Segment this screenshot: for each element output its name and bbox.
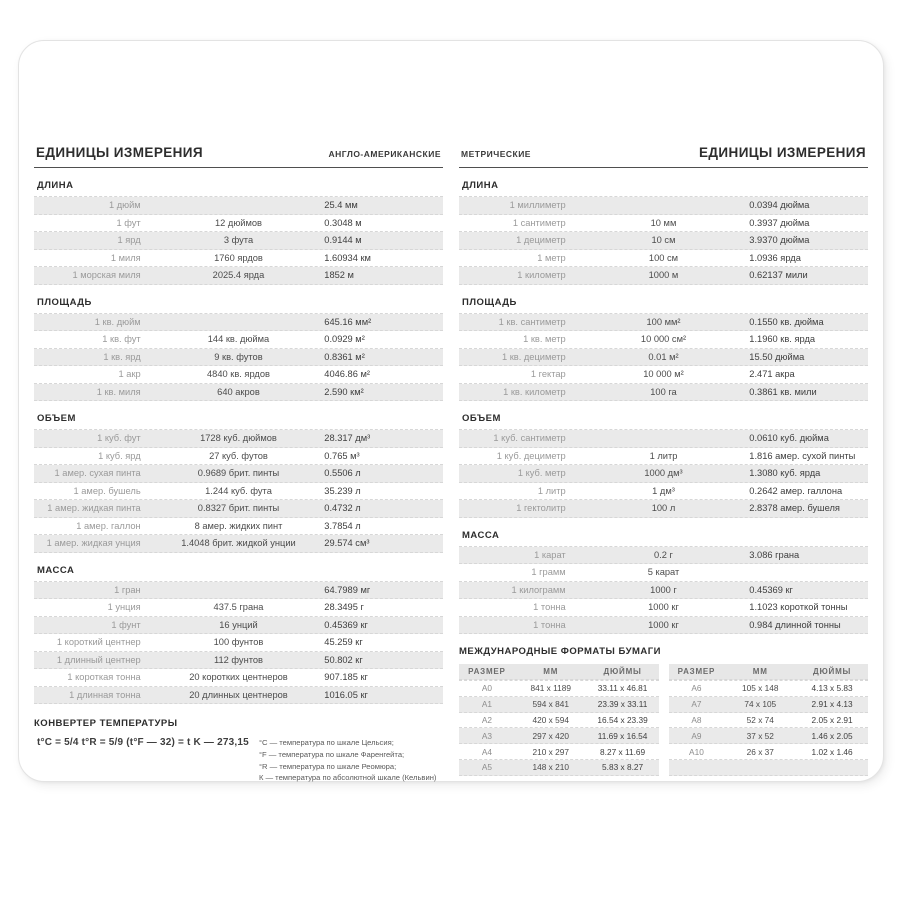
table-cell: 1.816 амер. сухой пинты: [749, 450, 856, 461]
table-row: [34, 331, 443, 349]
table-cell: 100 фунтов: [213, 637, 264, 648]
table-cell: 10 мм: [650, 217, 677, 228]
table-row: [34, 599, 443, 617]
column-header-size: РАЗМЕР: [468, 667, 506, 676]
table-cell: 1 фунт: [111, 619, 141, 630]
table-cell: 28.317 дм³: [324, 433, 371, 444]
table-row: [34, 197, 443, 215]
table-cell: 1 метр: [537, 252, 566, 263]
table-cell: 1 кв. километр: [503, 386, 566, 397]
table-cell: 1 кв. дюйм: [94, 316, 141, 327]
conversion-table: [459, 546, 868, 635]
section-area: [34, 297, 443, 402]
table-cell: 16.54 x 23.39: [597, 714, 648, 725]
table-cell: 144 кв. дюйма: [207, 334, 270, 345]
table-cell: 2.8378 амер. бушеля: [749, 503, 840, 514]
table-cell: 10 000 см²: [640, 334, 687, 345]
paper-table-header: [459, 664, 659, 680]
table-cell: 1 дм³: [652, 485, 675, 496]
table-row: [669, 728, 869, 744]
table-cell: 1 тонна: [533, 602, 566, 613]
column-header-mm: ММ: [752, 667, 768, 676]
table-cell: 1760 ярдов: [214, 252, 263, 263]
table-cell: 640 акров: [217, 386, 260, 397]
table-row: [459, 483, 868, 501]
table-cell: 1 дюйм: [108, 200, 141, 211]
left-column-header: [34, 145, 443, 168]
table-cell: 1 куб. фут: [97, 433, 141, 444]
table-cell: 23.39 x 33.11: [597, 699, 648, 710]
section-heading: КОНВЕРТЕР ТЕМПЕРАТУРЫ: [34, 718, 178, 729]
table-cell: 5.83 x 8.27: [602, 762, 644, 773]
table-cell: 1 сантиметр: [512, 217, 566, 228]
temperature-converter-body: [34, 737, 443, 784]
table-cell: 0.0394 дюйма: [749, 200, 810, 211]
table-cell: 1 гран: [114, 584, 141, 595]
table-row: [34, 518, 443, 536]
table-row: [459, 331, 868, 349]
table-row: [34, 384, 443, 402]
page-title: ЕДИНИЦЫ ИЗМЕРЕНИЯ: [36, 145, 203, 160]
table-row: [669, 760, 869, 776]
table-row: [34, 465, 443, 483]
table-cell: 1 амер. жидкая пинта: [47, 503, 141, 514]
table-cell: 1.244 куб. фута: [205, 485, 272, 496]
table-cell: 29.574 см³: [324, 538, 370, 549]
paper-table-a0-a5: [459, 664, 659, 776]
table-cell: 1 грамм: [531, 567, 566, 578]
table-cell: 1000 кг: [648, 619, 679, 630]
section-heading: ПЛОЩАДЬ: [462, 296, 517, 308]
planner-page-card: [18, 40, 884, 782]
table-row: [669, 681, 869, 697]
table-cell: A5: [481, 762, 492, 773]
page-title: ЕДИНИЦЫ ИЗМЕРЕНИЯ: [699, 145, 866, 160]
section-heading: МАССА: [462, 529, 500, 541]
table-cell: 0.45369 кг: [324, 619, 368, 630]
table-cell: 12 дюймов: [214, 217, 262, 228]
table-cell: 74 x 105: [744, 699, 777, 710]
table-row: [459, 617, 868, 635]
table-cell: 100 см: [648, 252, 679, 263]
paper-table-rows: [669, 680, 869, 776]
table-cell: 1 амер. жидкая унция: [46, 538, 141, 549]
right-column-header: [459, 145, 868, 168]
section-mass: [459, 530, 868, 635]
conversion-table: [34, 581, 443, 705]
table-row: [459, 430, 868, 448]
table-cell: 1 килограмм: [511, 584, 566, 595]
table-cell: 1 фут: [116, 217, 141, 228]
table-cell: 8.27 x 11.69: [600, 746, 646, 757]
table-cell: A6: [691, 683, 702, 694]
conversion-table: [34, 196, 443, 285]
table-cell: 1 амер. бушель: [73, 485, 141, 496]
temperature-notes: [259, 737, 443, 784]
table-cell: 1 короткая тонна: [67, 672, 141, 683]
table-cell: 0.0610 куб. дюйма: [749, 433, 829, 444]
section-mass: [34, 565, 443, 705]
table-row: [459, 215, 868, 233]
temperature-note: °R — температура по шкале Реомюра;: [258, 761, 397, 771]
table-cell: 420 x 594: [532, 714, 569, 725]
table-row: [34, 215, 443, 233]
section-heading: МЕЖДУНАРОДНЫЕ ФОРМАТЫ БУМАГИ: [459, 646, 661, 657]
table-cell: 1 длинная тонна: [69, 689, 141, 700]
table-cell: 1 морская миля: [72, 270, 141, 281]
table-row: [34, 669, 443, 687]
table-cell: 148 x 210: [532, 762, 569, 773]
table-cell: A1: [481, 699, 492, 710]
table-cell: 3.086 грана: [749, 549, 800, 560]
section-area: [459, 297, 868, 402]
table-cell: 112 фунтов: [213, 654, 263, 665]
table-cell: 1 унция: [107, 602, 141, 613]
table-row: [34, 267, 443, 285]
table-cell: 0.9144 м: [324, 235, 362, 246]
table-cell: 1 миля: [110, 252, 141, 263]
table-cell: 1 кв. миля: [96, 386, 141, 397]
table-cell: 0.62137 мили: [749, 270, 808, 281]
table-row: [34, 634, 443, 652]
table-row: [34, 652, 443, 670]
table-cell: 1 кв. ярд: [103, 351, 141, 362]
table-cell: 1 гектар: [530, 369, 566, 380]
table-cell: 0.4732 л: [324, 503, 361, 514]
table-cell: A7: [691, 699, 702, 710]
temperature-formula: t°C = 5/4 t°R = 5/9 (t°F — 32) = t K — 273,15: [37, 737, 249, 748]
column-header-size: РАЗМЕР: [677, 667, 716, 676]
table-cell: 437.5 грана: [213, 602, 264, 613]
table-cell: 1 ярд: [117, 235, 141, 246]
table-cell: 0.1550 кв. дюйма: [749, 316, 824, 327]
table-cell: 0.01 м²: [648, 351, 679, 362]
table-cell: 0.45369 кг: [749, 584, 793, 595]
table-cell: 1 тонна: [533, 619, 566, 630]
table-cell: 1 кв. фут: [102, 334, 141, 345]
table-cell: 0.5506 л: [324, 468, 361, 479]
table-cell: 3.7854 л: [324, 520, 361, 531]
table-row: [459, 760, 659, 776]
table-row: [459, 465, 868, 483]
table-cell: 100 л: [651, 503, 676, 514]
table-row: [34, 500, 443, 518]
table-cell: 645.16 мм²: [324, 316, 372, 327]
table-row: [459, 564, 868, 582]
table-cell: 1.4048 брит. жидкой унции: [181, 538, 296, 549]
table-row: [459, 500, 868, 518]
table-cell: 1000 кг: [648, 602, 679, 613]
temperature-note: °C — температура по шкале Цельсия;: [258, 738, 394, 747]
conversion-table: [34, 313, 443, 402]
section-heading: ДЛИНА: [37, 180, 74, 191]
table-cell: 10 см: [651, 235, 676, 246]
table-cell: A3: [481, 730, 492, 741]
table-row: [459, 697, 659, 713]
table-cell: 594 x 841: [532, 699, 569, 710]
paper-table-header: [669, 664, 869, 680]
paper-table-a6-a10: [669, 664, 869, 776]
table-cell: 1 куб. дециметр: [496, 450, 566, 461]
table-cell: 841 x 1189: [530, 683, 571, 694]
table-row: [459, 728, 659, 744]
table-cell: A8: [691, 714, 702, 725]
units-system-label: АНГЛО-АМЕРИКАНСКИЕ: [328, 149, 441, 159]
table-cell: 50.802 кг: [324, 654, 363, 665]
table-row: [459, 599, 868, 617]
table-row: [34, 232, 443, 250]
table-row: [459, 547, 868, 565]
table-row: [34, 483, 443, 501]
table-cell: 27 куб. футов: [209, 450, 268, 461]
table-cell: 1 короткий центнер: [56, 637, 141, 648]
section-volume: [459, 413, 868, 518]
table-cell: 1 длинный центнер: [56, 654, 141, 665]
table-cell: 3 фута: [223, 235, 254, 246]
table-cell: 1.1960 кв. ярда: [749, 334, 816, 345]
table-cell: 10 000 м²: [643, 369, 684, 380]
table-cell: 64.7989 мг: [324, 584, 371, 595]
paper-formats-section: [459, 646, 868, 776]
table-cell: 5 карат: [647, 567, 680, 578]
table-cell: 4046.86 м²: [324, 369, 370, 380]
units-system-label: МЕТРИЧЕСКИЕ: [461, 149, 531, 159]
table-cell: 907.185 кг: [324, 672, 368, 683]
table-cell: 4840 кв. ярдов: [207, 369, 270, 380]
table-cell: 0.2642 амер. галлона: [749, 485, 843, 496]
column-header-inches: ДЮЙМЫ: [603, 667, 642, 676]
paper-table-rows: [459, 680, 659, 776]
table-cell: A2: [481, 714, 492, 725]
conversion-table: [459, 429, 868, 518]
table-cell: 1 гектолитр: [516, 503, 566, 514]
table-cell: 52 x 74: [746, 714, 774, 725]
table-cell: A4: [481, 746, 492, 757]
table-row: [34, 687, 443, 705]
table-row: [34, 430, 443, 448]
table-cell: 15.50 дюйма: [749, 351, 805, 362]
table-cell: 1.3080 куб. ярда: [749, 468, 821, 479]
paper-formats-tables: [459, 664, 868, 776]
column-header-mm: ММ: [543, 667, 559, 676]
section-heading: ПЛОЩАДЬ: [37, 296, 92, 308]
table-cell: 1000 м: [648, 270, 679, 281]
table-row: [34, 366, 443, 384]
table-cell: 1 кв. метр: [523, 334, 566, 345]
table-row: [459, 384, 868, 402]
conversion-table: [34, 429, 443, 553]
table-cell: 1000 дм³: [644, 468, 683, 479]
table-row: [669, 697, 869, 713]
table-cell: 1 кв. сантиметр: [498, 316, 566, 327]
table-cell: 1.1023 короткой тонны: [749, 602, 848, 613]
table-row: [34, 582, 443, 600]
table-cell: 9 кв. футов: [214, 351, 263, 362]
table-row: [459, 232, 868, 250]
section-heading: ОБЪЕМ: [462, 413, 501, 424]
table-cell: 3.9370 дюйма: [749, 235, 810, 246]
table-cell: 1 литр: [537, 485, 566, 496]
table-cell: 0.3048 м: [324, 217, 362, 228]
table-cell: 1 куб. ярд: [98, 450, 141, 461]
table-row: [459, 681, 659, 697]
table-cell: 1.02 x 1.46: [811, 746, 853, 757]
table-row: [34, 314, 443, 332]
table-cell: 1 дециметр: [516, 235, 566, 246]
section-volume: [34, 413, 443, 553]
conversion-table: [459, 313, 868, 402]
table-cell: 0.9689 брит. пинты: [197, 468, 280, 479]
table-cell: 1 литр: [649, 450, 678, 461]
column-metric: [459, 145, 868, 784]
table-cell: 2.05 x 2.91: [811, 714, 853, 725]
table-cell: 105 x 148: [742, 683, 779, 694]
table-cell: 2.91 x 4.13: [811, 699, 853, 710]
table-cell: 1 километр: [517, 270, 566, 281]
table-cell: 0.3861 кв. мили: [749, 386, 817, 397]
section-heading: МАССА: [37, 564, 75, 576]
table-row: [459, 582, 868, 600]
table-cell: 2.590 км²: [324, 386, 364, 397]
table-cell: 20 длинных центнеров: [189, 689, 288, 700]
table-cell: 1.0936 ярда: [749, 252, 801, 263]
table-cell: 2025.4 ярда: [212, 270, 265, 281]
conversion-table: [459, 196, 868, 285]
table-cell: 1.60934 км: [324, 252, 371, 263]
table-cell: 1728 куб. дюймов: [200, 433, 277, 444]
table-cell: 1 амер. сухая пинта: [54, 468, 141, 479]
table-row: [459, 197, 868, 215]
table-cell: 1 куб. метр: [517, 468, 566, 479]
column-anglo-american: [34, 145, 443, 784]
table-cell: 1 куб. сантиметр: [493, 433, 566, 444]
table-cell: 0.8361 м²: [324, 351, 365, 362]
table-cell: 1 кв. дециметр: [501, 351, 566, 362]
table-cell: 4.13 x 5.83: [811, 683, 853, 694]
table-cell: 25.4 мм: [324, 200, 358, 211]
temperature-note: °F — температура по шкале Фаренгейта;: [258, 749, 405, 759]
table-row: [459, 713, 659, 729]
table-row: [34, 349, 443, 367]
table-cell: 210 x 297: [532, 746, 569, 757]
table-cell: 100 мм²: [646, 316, 681, 327]
table-cell: 297 x 420: [532, 730, 569, 741]
temperature-note: К — температура по абсолютной шкале (Кельвин): [258, 773, 437, 783]
table-row: [459, 267, 868, 285]
table-row: [459, 448, 868, 466]
table-cell: 1.46 x 2.05: [811, 730, 853, 741]
table-cell: 33.11 x 46.81: [597, 683, 648, 694]
table-cell: 100 га: [650, 386, 677, 397]
table-row: [459, 349, 868, 367]
table-cell: 8 амер. жидких пинт: [194, 520, 283, 531]
table-cell: 16 унций: [219, 619, 258, 630]
table-cell: 0.765 м³: [324, 450, 360, 461]
table-cell: 37 x 52: [746, 730, 774, 741]
table-cell: 1016.05 кг: [324, 689, 368, 700]
table-row: [34, 250, 443, 268]
table-row: [34, 448, 443, 466]
section-heading: ОБЪЕМ: [37, 413, 76, 424]
table-row: [459, 744, 659, 760]
section-length: [34, 180, 443, 285]
table-cell: 11.69 x 16.54: [597, 730, 648, 741]
table-cell: 0.3937 дюйма: [749, 217, 810, 228]
column-header-inches: ДЮЙМЫ: [812, 667, 852, 676]
table-row: [459, 366, 868, 384]
table-row: [34, 617, 443, 635]
table-cell: 1000 г: [650, 584, 677, 595]
table-row: [669, 713, 869, 729]
section-heading: ДЛИНА: [462, 180, 499, 191]
table-cell: A10: [689, 746, 704, 757]
section-length: [459, 180, 868, 285]
table-cell: 0.984 длинной тонны: [749, 619, 841, 630]
temperature-converter-section: [34, 718, 443, 784]
table-cell: A9: [691, 730, 702, 741]
table-cell: 1 акр: [118, 369, 141, 380]
table-cell: 20 коротких центнеров: [189, 672, 288, 683]
table-cell: 35.239 л: [324, 485, 361, 496]
two-column-layout: [34, 145, 868, 784]
table-cell: A0: [481, 683, 492, 694]
table-row: [459, 250, 868, 268]
table-row: [669, 744, 869, 760]
table-cell: 1 карат: [534, 549, 566, 560]
table-row: [459, 314, 868, 332]
table-cell: 45.259 кг: [324, 637, 363, 648]
table-cell: 1 амер. галлон: [76, 520, 141, 531]
table-cell: 28.3495 г: [324, 602, 364, 613]
table-cell: 0.0929 м²: [324, 334, 365, 345]
table-cell: 0.2 г: [654, 549, 673, 560]
table-cell: 2.471 акра: [749, 369, 795, 380]
table-cell: 26 x 37: [746, 746, 774, 757]
table-cell: 1852 м: [324, 270, 354, 281]
table-row: [34, 535, 443, 553]
table-cell: 1 миллиметр: [509, 200, 566, 211]
table-cell: 0.8327 брит. пинты: [197, 503, 280, 514]
